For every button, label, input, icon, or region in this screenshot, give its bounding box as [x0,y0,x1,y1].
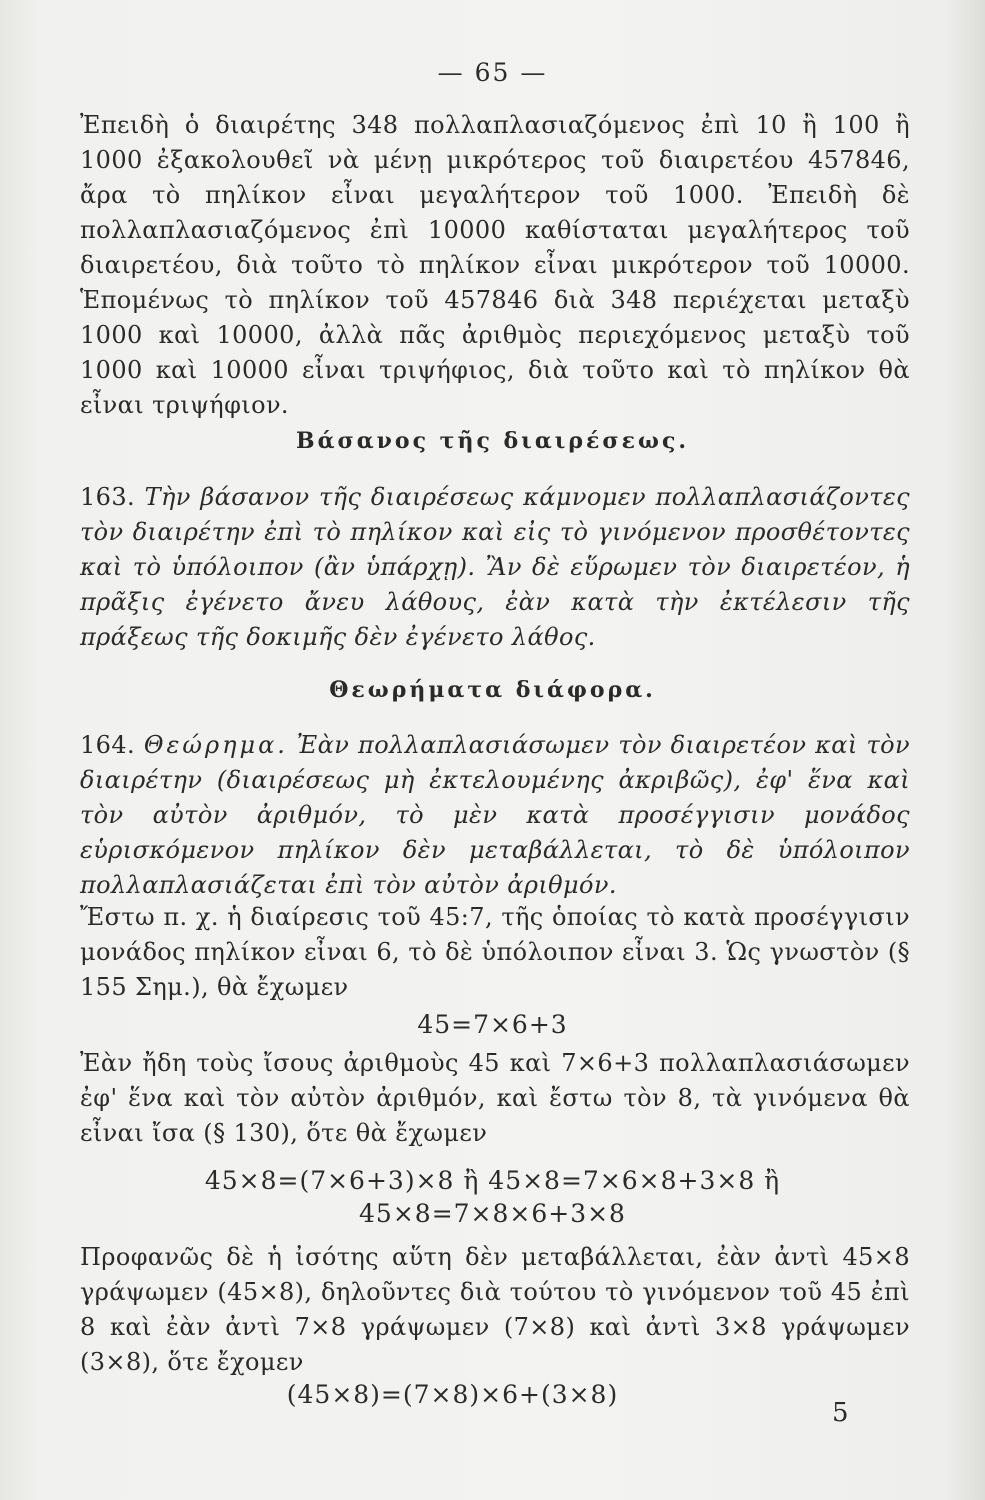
equation-1: 45=7×6+3 [417,1010,568,1039]
paragraph-multiply [80,1046,910,1151]
paragraph-text: Ἔστω π. χ. ἡ διαίρεσις τοῦ 45:7, τῆς ὁποίας τὸ κατὰ προσέγγισιν μονάδος πηλίκον εἶναι 6, τὸ δὲ ὑπόλοιπον εἶναι 3. Ὡς γνωστὸν (§ 155 Σημ.), θὰ ἔχωμεν [80,903,910,1001]
paragraph-text: Ἐπειδὴ ὁ διαιρέτης 348 πολλαπλασιαζόμενος ἐπὶ 10 ἢ 100 ἢ 1000 ἐξακολουθεῖ νὰ μένῃ μικρότερος τοῦ διαιρετέου 457846, ἄρα τὸ πηλίκον εἶναι μεγαλήτερον τοῦ 1000. Ἐπειδὴ δὲ πολλαπλασιαζόμενος ἐπὶ 10000 καθίσταται μεγαλήτερος τοῦ διαιρετέου, διὰ τοῦτο τὸ πηλίκον εἶναι μικρότερον τοῦ 10000. Ἑπομένως τὸ πηλίκον τοῦ 457846 διὰ 348 περιέχεται μεταξὺ 1000 καὶ 10000, ἀλλὰ πᾶς ἀριθμὸς περιεχόμενος μεταξὺ τοῦ 1000 καὶ 10000 εἶναι τριψήφιος, διὰ τοῦτο καὶ τὸ πηλίκον θὰ εἶναι τριψήφιον. [80,111,910,419]
paragraph-text: Προφανῶς δὲ ἡ ἰσότης αὕτη δὲν μεταβάλλεται, ἐὰν ἀντὶ 45×8 γράψωμεν (45×8), δηλοῦντες διὰ τούτου τὸ γινόμενον τοῦ 45 ἐπὶ 8 καὶ ἐὰν ἀντὶ 7×8 γράψωμεν (7×8) καὶ ἀντὶ 3×8 γράψωμεν (3×8), ὅτε ἔχομεν [80,1243,910,1376]
signature-mark: 5 [832,1398,849,1428]
page-number: — 65 — [437,58,548,87]
paragraph-example [80,900,910,1005]
section-number: 163. [80,483,136,511]
paragraph-quotient-digits [80,108,910,423]
section-text: Τὴν βάσανον τῆς διαιρέσεως κάμνομεν πολλαπλασιάζοντες τὸν διαιρέτην ἐπὶ τὸ πηλίκον καὶ εἰς τὸ γινόμενον προσθέτοντες καὶ τὸ ὑπόλοιπον (ἂν ὑπάρχῃ). Ἂν δὲ εὕρωμεν τὸν διαιρετέον, ἡ πρᾶξις ἐγένετο ἄνευ λάθους, ἐὰν κατὰ τὴν ἐκτέλεσιν τῆς πράξεως τῆς δοκιμῆς δὲν ἐγένετο λάθος. [80,483,911,651]
equation-3: 45×8=7×8×6+3×8 [359,1199,626,1228]
paragraph-text: Ἐὰν ἤδη τοὺς ἴσους ἀριθμοὺς 45 καὶ 7×6+3 πολλαπλασιάσωμεν ἐφ' ἕνα καὶ τὸν αὐτὸν ἀριθμόν, καὶ ἔστω τὸν 8, τὰ γινόμενα θὰ εἶναι ἴσα (§ 130), ὅτε θὰ ἔχωμεν [80,1049,910,1147]
heading-proof-of-division: Βάσανος τῆς διαιρέσεως. [295,428,690,454]
section-text: Ἐὰν πολλαπλασιάσωμεν τὸν διαιρετέον καὶ τὸν διαιρέτην (διαιρέσεως μὴ ἐκτελουμένης ἀκριβῶς), ἐφ' ἕνα καὶ τὸν αὐτὸν ἀριθμόν, τὸ μὲν κατὰ προσέγγισιν μονάδος εὑρισκόμενον πηλίκον δὲν μεταβάλλεται, τὸ δὲ ὑπόλοιπον πολλαπλασιάζεται ἐπὶ τὸν αὐτὸν ἀριθμόν. [80,731,911,899]
paragraph-obvious [80,1240,910,1380]
section-164 [80,728,910,903]
heading-various-theorems: Θεωρήματα διάφορα. [329,677,656,703]
theorem-label: Θεώρημα. [143,731,288,759]
section-number: 164. [80,731,136,759]
equation-2: 45×8=(7×6+3)×8 ἢ 45×8=7×6×8+3×8 ἢ [204,1166,781,1195]
equation-4: (45×8)=(7×8)×6+(3×8) [286,1380,619,1409]
section-163 [80,480,910,655]
